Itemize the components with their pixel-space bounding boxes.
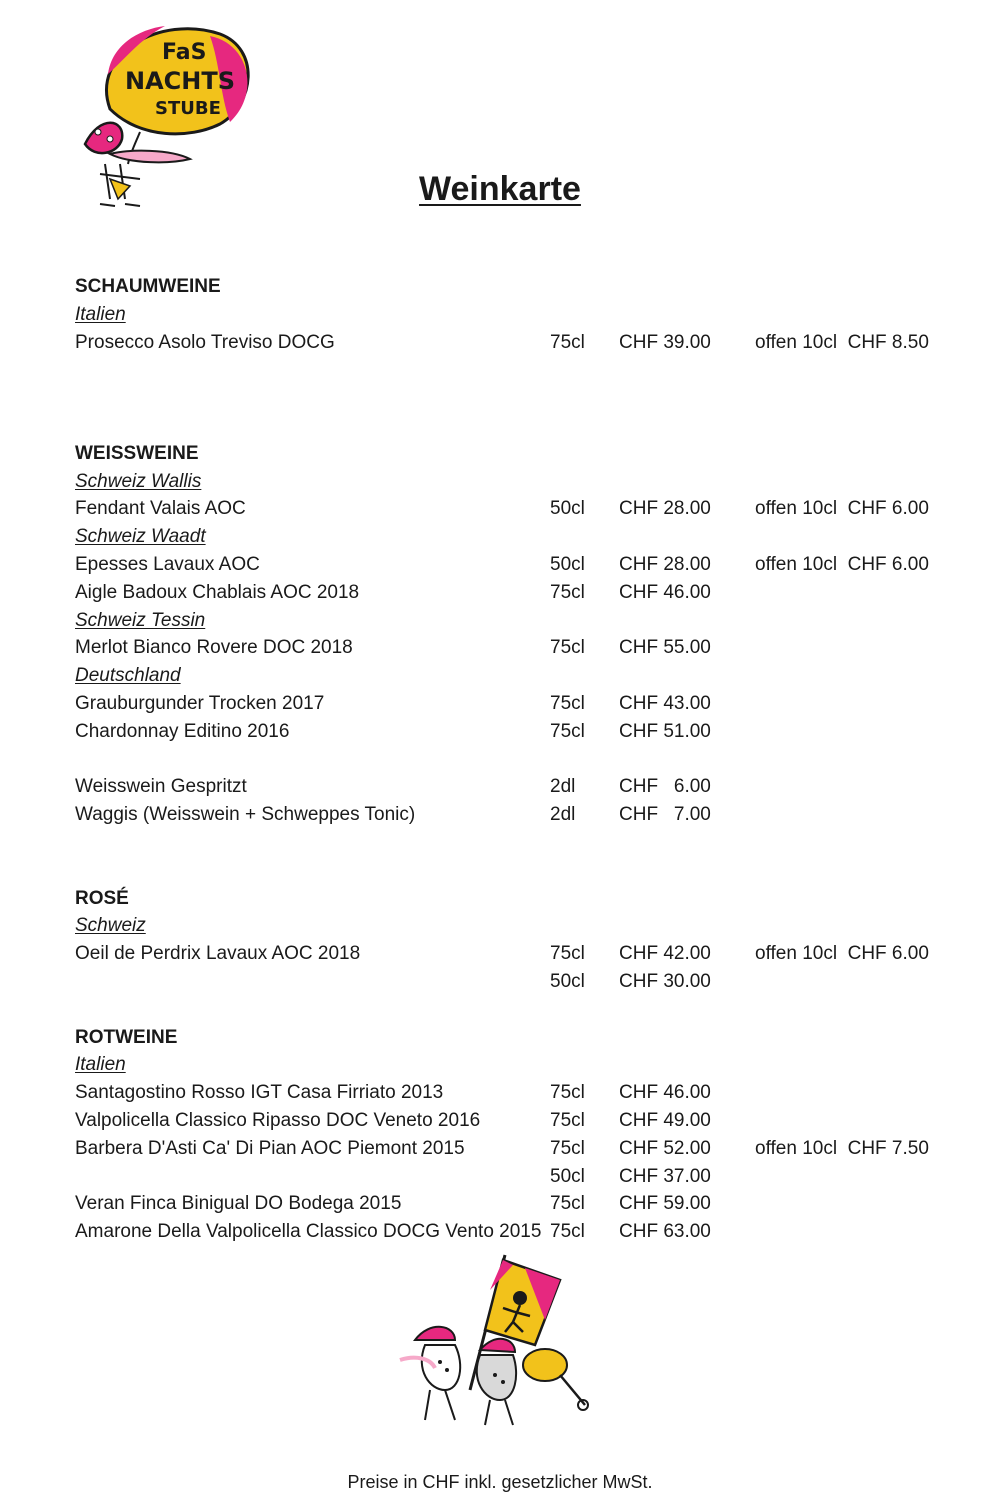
- open-glass-price: offen 10cl CHF 8.50: [755, 331, 929, 353]
- bottle-size: 75cl: [550, 1193, 585, 1215]
- bottle-size: 75cl: [550, 1137, 585, 1159]
- wine-list: [75, 273, 945, 1246]
- page-title: Weinkarte: [419, 170, 581, 208]
- bottle-price: CHF 51.00: [619, 720, 711, 742]
- bottle-price: CHF 43.00: [619, 692, 711, 714]
- bottle-price: CHF 49.00: [619, 1109, 711, 1131]
- open-glass-price: offen 10cl CHF 6.00: [755, 943, 929, 965]
- wine-name: Weisswein Gespritzt: [75, 776, 247, 798]
- category-row: [75, 273, 945, 301]
- category-heading: SCHAUMWEINE: [75, 276, 221, 297]
- bottle-size: 75cl: [550, 331, 585, 353]
- region-row: [75, 607, 945, 635]
- price-note: Preise in CHF inkl. gesetzlicher MwSt.: [347, 1472, 653, 1492]
- bottle-size: 75cl: [550, 943, 585, 965]
- wine-item-row: [75, 1135, 945, 1163]
- logo-word-2: NACHTS: [125, 67, 236, 95]
- spacer-row: [75, 412, 945, 440]
- region-row: [75, 301, 945, 329]
- wine-name: Epesses Lavaux AOC: [75, 553, 260, 575]
- bottle-size: 75cl: [550, 1109, 585, 1131]
- bottle-size: 50cl: [550, 553, 585, 575]
- region-heading: Schweiz Tessin: [75, 609, 206, 631]
- category-row: [75, 1024, 945, 1052]
- category-row: [75, 440, 945, 468]
- region-row: [75, 523, 945, 551]
- bottle-size: 50cl: [550, 970, 585, 992]
- open-glass-price: offen 10cl CHF 6.00: [755, 553, 929, 575]
- bottle-size: 75cl: [550, 1082, 585, 1104]
- logo-word-3: STUBE: [155, 98, 221, 119]
- spacer-row: [75, 746, 945, 774]
- spacer-row: [75, 996, 945, 1024]
- region-heading: Schweiz Wallis: [75, 470, 202, 492]
- region-row: [75, 468, 945, 496]
- wine-name: Merlot Bianco Rovere DOC 2018: [75, 637, 353, 659]
- region-row: [75, 662, 945, 690]
- category-heading: ROTWEINE: [75, 1026, 178, 1048]
- wine-item-row: [75, 1079, 945, 1107]
- bottle-size: 75cl: [550, 692, 585, 714]
- bottle-price: CHF 28.00: [619, 553, 711, 575]
- bottle-price: CHF 39.00: [619, 331, 711, 353]
- wine-name: Santagostino Rosso IGT Casa Firriato 2013: [75, 1082, 444, 1104]
- region-row: [75, 1051, 945, 1079]
- wine-item-row: [75, 495, 945, 523]
- bottle-price: CHF 63.00: [619, 1221, 711, 1243]
- bottle-size: 50cl: [550, 1165, 585, 1187]
- wine-item-row: [75, 968, 945, 996]
- bottle-price: CHF 42.00: [619, 943, 711, 965]
- open-glass-price: offen 10cl CHF 6.00: [755, 498, 929, 520]
- bottle-size: 2dl: [550, 804, 576, 826]
- wine-name: Amarone Della Valpolicella Classico DOCG Vento 2015: [75, 1221, 542, 1243]
- wine-item-row: [75, 1163, 945, 1191]
- bottle-price: CHF 28.00: [619, 498, 711, 520]
- wine-item-row: [75, 1107, 945, 1135]
- spacer-row: [75, 384, 945, 412]
- wine-name: Prosecco Asolo Treviso DOCG: [75, 331, 335, 353]
- wine-name: Barbera D'Asti Ca' Di Pian AOC Piemont 2015: [75, 1137, 465, 1159]
- wine-item-row: [75, 773, 945, 801]
- bottle-size: 75cl: [550, 720, 585, 742]
- logo-word-1: FaS: [162, 40, 207, 65]
- wine-name: Oeil de Perdrix Lavaux AOC 2018: [75, 943, 361, 965]
- bottle-price: CHF 52.00: [619, 1137, 711, 1159]
- spacer-row: [75, 356, 945, 384]
- bottle-size: 75cl: [550, 1221, 585, 1243]
- category-heading: WEISSWEINE: [75, 442, 199, 464]
- wine-item-row: [75, 1190, 945, 1218]
- fasnacht-band-illustration: [385, 1250, 605, 1430]
- wine-item-row: [75, 551, 945, 579]
- wine-name: Veran Finca Binigual DO Bodega 2015: [75, 1193, 402, 1215]
- category-heading: ROSÉ: [75, 887, 129, 909]
- bottle-price: CHF 46.00: [619, 581, 711, 603]
- wine-item-row: [75, 940, 945, 968]
- spacer-row: [75, 829, 945, 857]
- wine-name: Fendant Valais AOC: [75, 498, 246, 520]
- bottle-price: CHF 7.00: [619, 804, 711, 826]
- wine-item-row: [75, 718, 945, 746]
- wine-name: Valpolicella Classico Ripasso DOC Veneto 2016: [75, 1109, 481, 1131]
- wine-item-row: [75, 801, 945, 829]
- wine-name: Aigle Badoux Chablais AOC 2018: [75, 581, 360, 603]
- bottle-price: CHF 30.00: [619, 970, 711, 992]
- region-heading: Deutschland: [75, 665, 181, 687]
- bottle-price: CHF 59.00: [619, 1193, 711, 1215]
- wine-item-row: [75, 579, 945, 607]
- bottle-size: 2dl: [550, 776, 576, 798]
- region-heading: Schweiz Waadt: [75, 526, 206, 548]
- wine-item-row: [75, 634, 945, 662]
- category-row: [75, 885, 945, 913]
- bottle-size: 50cl: [550, 498, 585, 520]
- bottle-price: CHF 46.00: [619, 1082, 711, 1104]
- wine-name: Chardonnay Editino 2016: [75, 720, 290, 742]
- wine-item-row: [75, 690, 945, 718]
- bottle-price: CHF 37.00: [619, 1165, 711, 1187]
- region-heading: Schweiz: [75, 915, 146, 937]
- wine-item-row: [75, 329, 945, 357]
- region-heading: Italien: [75, 303, 126, 325]
- bottle-size: 75cl: [550, 581, 585, 603]
- bottle-size: 75cl: [550, 637, 585, 659]
- open-glass-price: offen 10cl CHF 7.50: [755, 1137, 929, 1159]
- region-heading: Italien: [75, 1054, 126, 1076]
- wine-name: Waggis (Weisswein + Schweppes Tonic): [75, 804, 416, 826]
- bottle-price: CHF 55.00: [619, 637, 711, 659]
- wine-item-row: [75, 1218, 945, 1246]
- bottle-price: CHF 6.00: [619, 776, 711, 798]
- spacer-row: [75, 857, 945, 885]
- region-row: [75, 912, 945, 940]
- wine-name: Grauburgunder Trocken 2017: [75, 692, 325, 714]
